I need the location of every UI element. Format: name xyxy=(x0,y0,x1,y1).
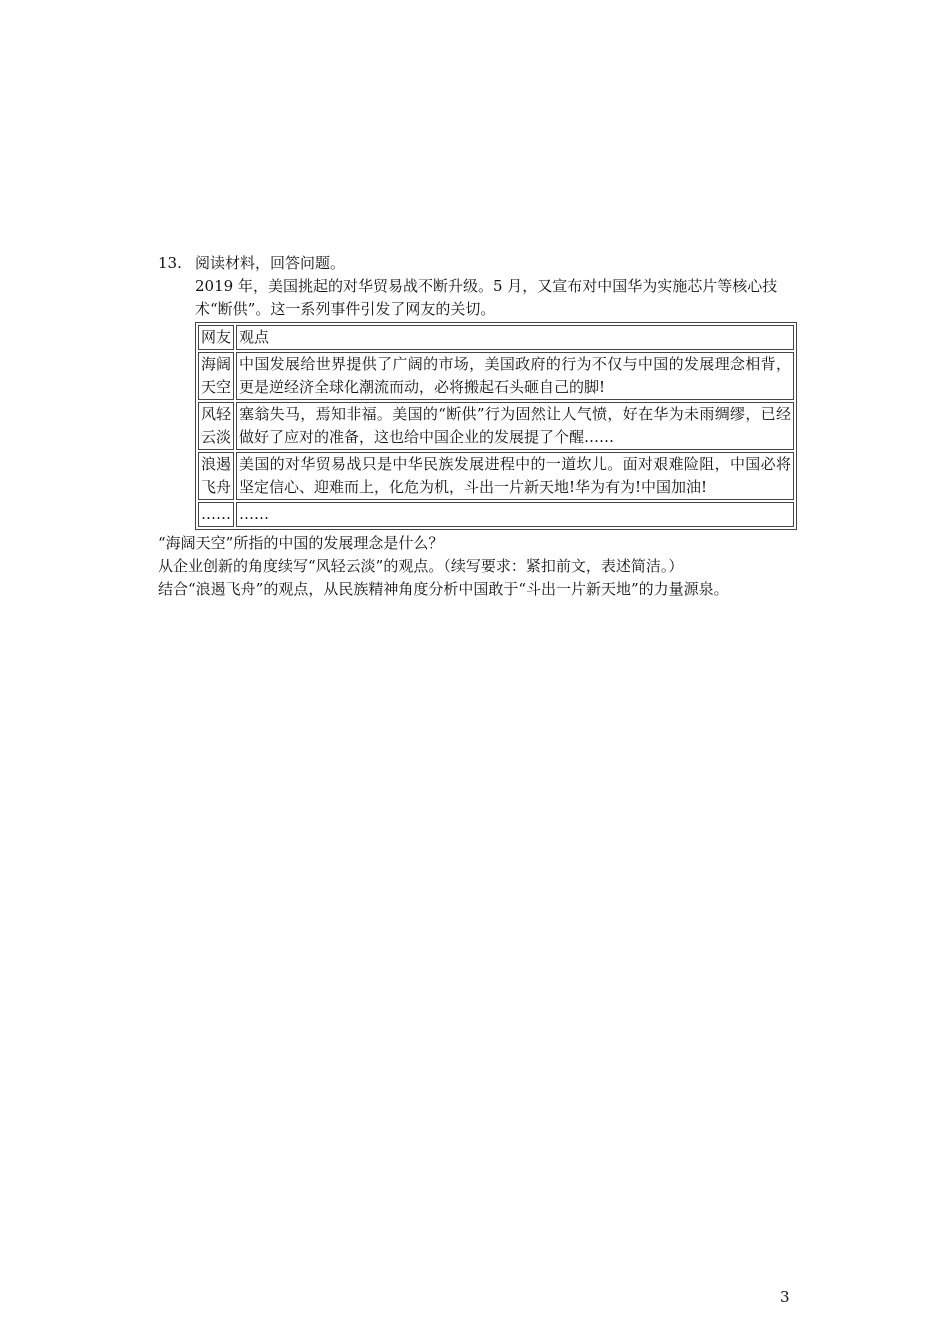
question-13 xyxy=(158,252,798,601)
netizen-name: 海阔天空 xyxy=(198,352,234,400)
table-row xyxy=(198,502,794,527)
page-number: 3 xyxy=(780,1288,790,1306)
views-table xyxy=(195,322,797,530)
netizen-name: 浪遏飞舟 xyxy=(198,452,234,500)
netizen-view: 中国发展给世界提供了广阔的市场，美国政府的行为不仅与中国的发展理念相背，更是逆经济全球化潮流而动，必将搬起石头砸自己的脚! xyxy=(236,352,794,400)
material-text: 2019 年，美国挑起的对华贸易战不断升级。5 月，又宣布对中国华为实施芯片等核心技术“断供”。这一系列事件引发了网友的关切。 xyxy=(195,277,778,318)
header-view: 观点 xyxy=(236,325,794,350)
sub-question-1: “海阔天空”所指的中国的发展理念是什么？ xyxy=(158,534,444,552)
netizen-view: …… xyxy=(236,502,794,527)
header-netizen: 网友 xyxy=(198,325,234,350)
table-header-row xyxy=(198,325,794,350)
sub-question-3: 结合“浪遏飞舟”的观点，从民族精神角度分析中国敢于“斗出一片新天地”的力量源泉。 xyxy=(158,580,729,598)
views-table-wrapper xyxy=(195,322,798,530)
question-prompt: 阅读材料，回答问题。 xyxy=(195,254,346,272)
table-row xyxy=(198,402,794,450)
question-header xyxy=(158,252,798,275)
table-row xyxy=(198,352,794,400)
sub-question-2: 从企业创新的角度续写“风轻云淡”的观点。（续写要求：紧扣前文，表述简洁。） xyxy=(158,557,684,575)
netizen-view: 美国的对华贸易战只是中华民族发展进程中的一道坎儿。面对艰难险阻，中国必将坚定信心、迎难而上，化危为机，斗出一片新天地!华为有为!中国加油! xyxy=(236,452,794,500)
question-number: 13. xyxy=(158,254,182,272)
netizen-view: 塞翁失马，焉知非福。美国的“断供”行为固然让人气愤，好在华为未雨绸缪，已经做好了应对的准备，这也给中国企业的发展提了个醒…… xyxy=(236,402,794,450)
table-row xyxy=(198,452,794,500)
netizen-name: …… xyxy=(198,502,234,527)
netizen-name: 风轻云淡 xyxy=(198,402,234,450)
